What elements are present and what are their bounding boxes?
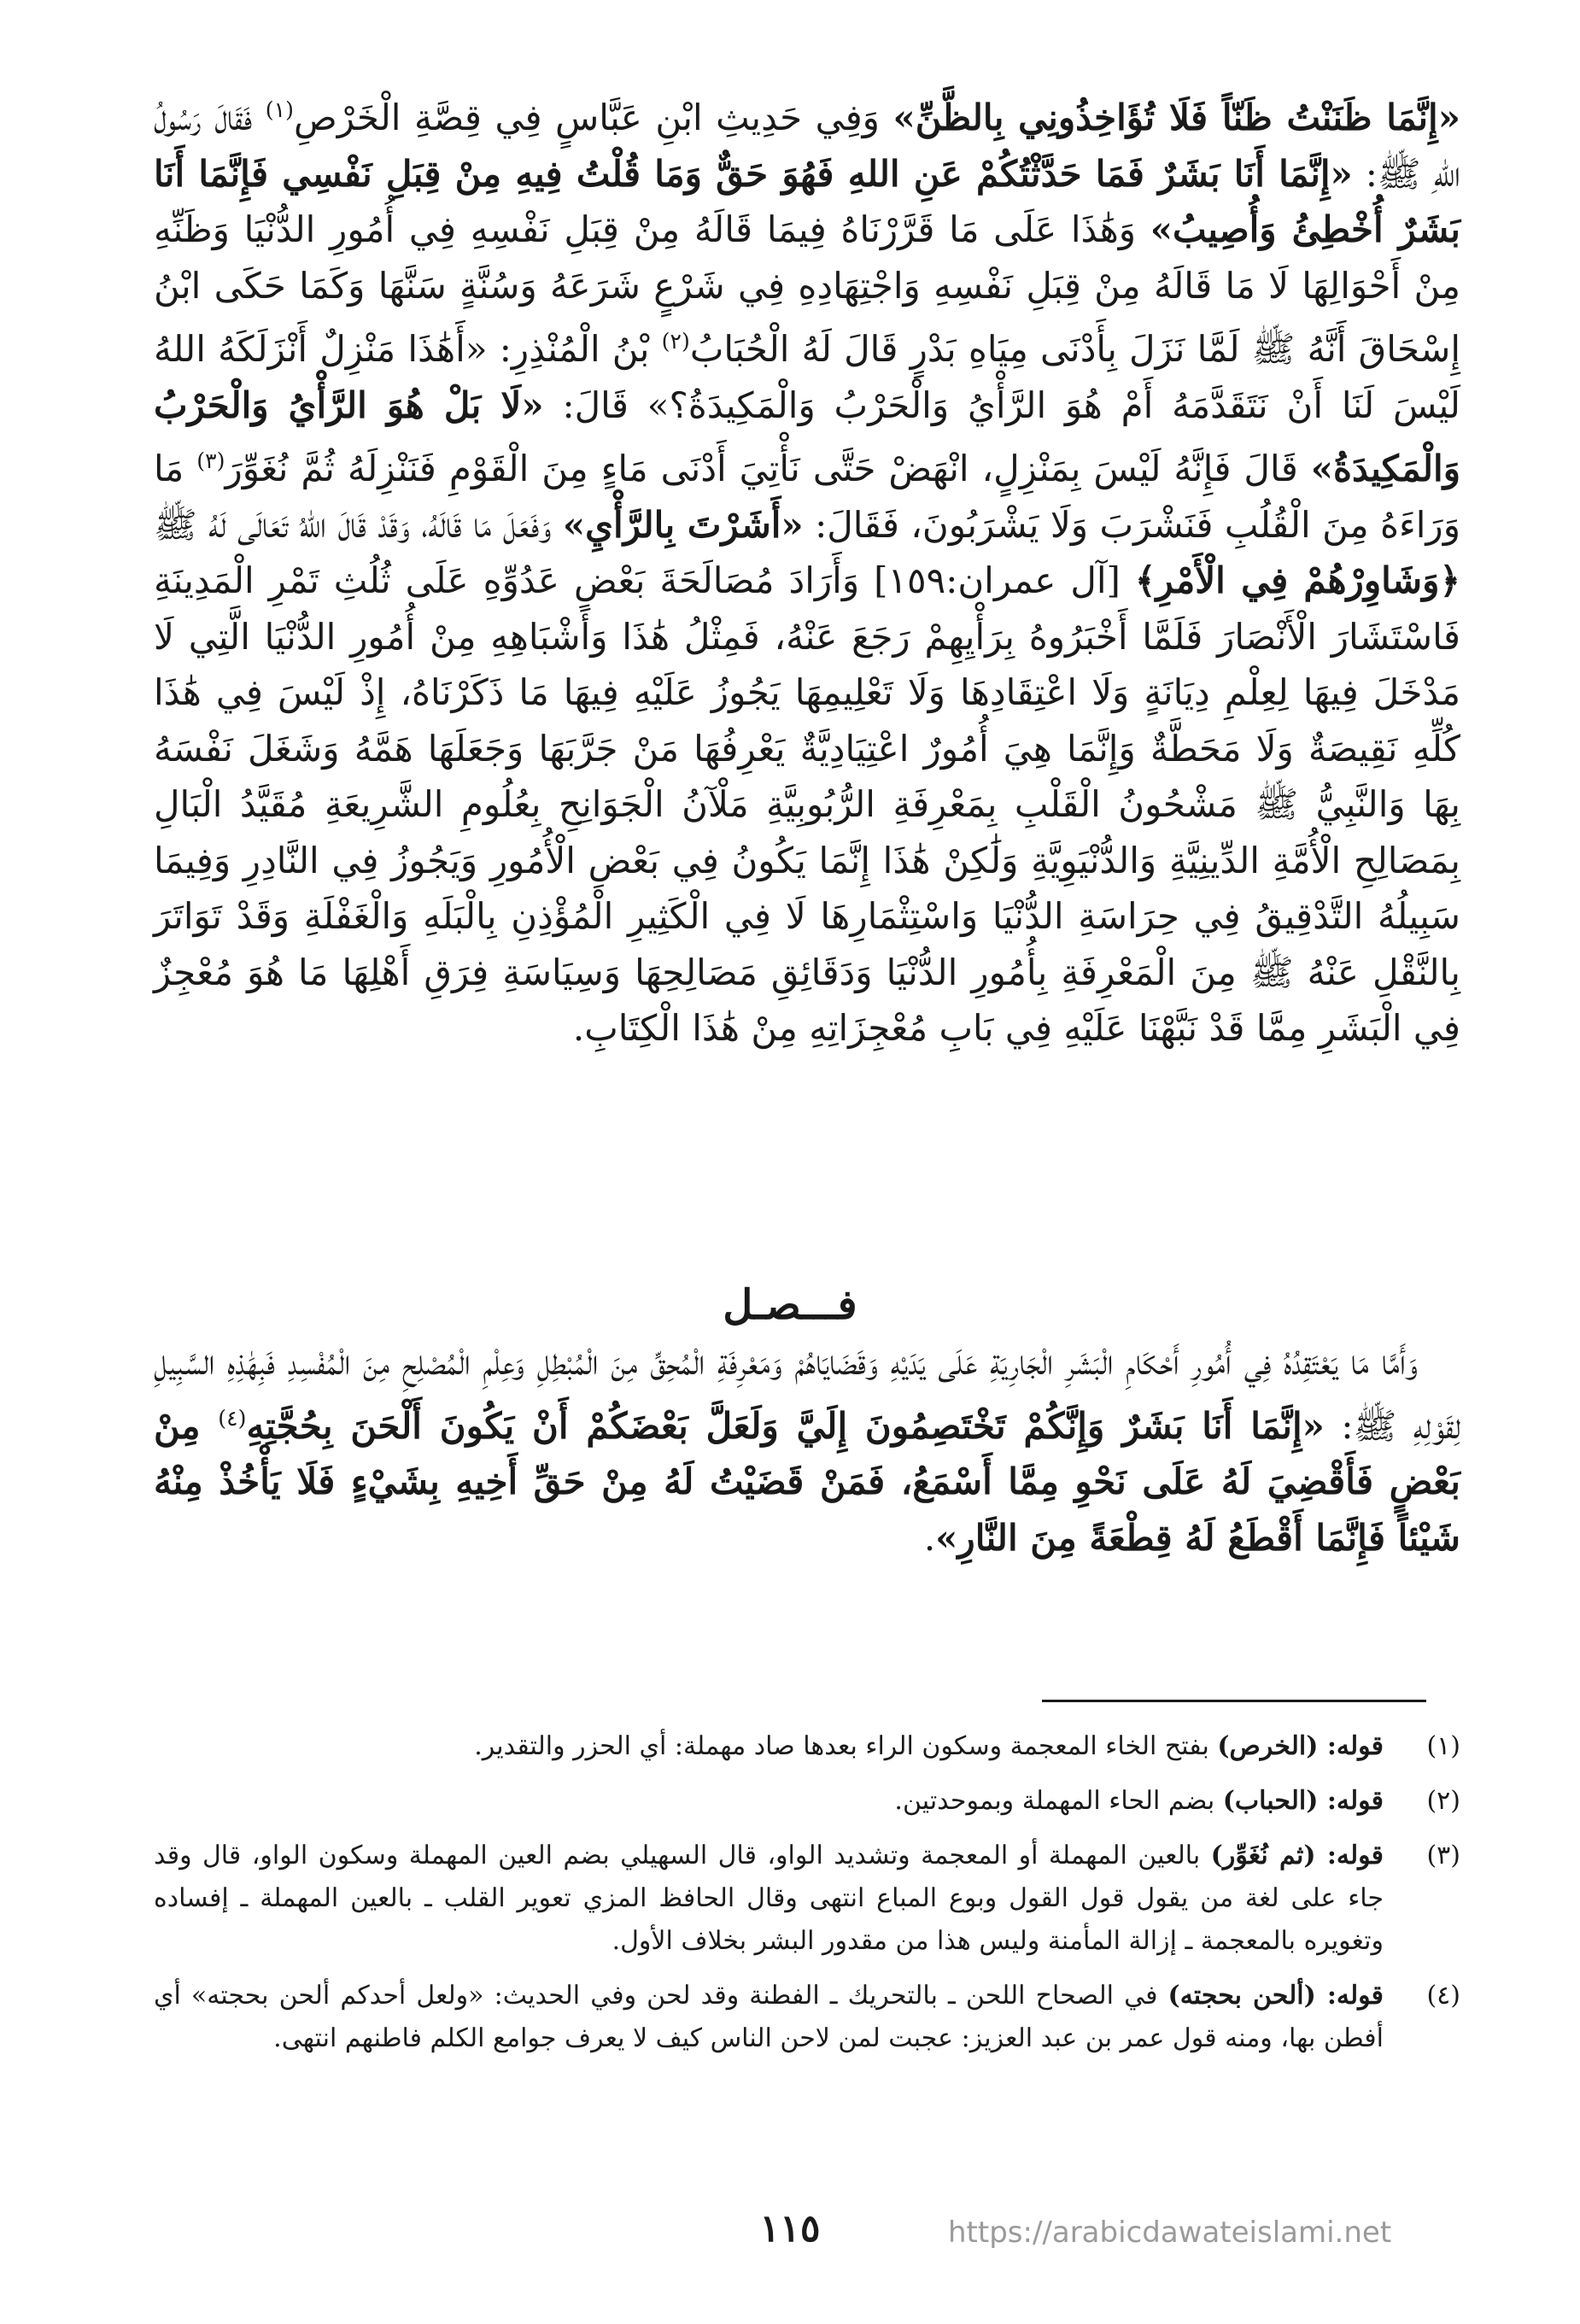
main-text — [154, 82, 1460, 1057]
text-run: وَهَٰذَا عَلَى مَا قَرَّرْنَاهُ فِيمَا قَالَهُ مِنْ قِبَلِ نَفْسِهِ فِي أُمُورِ الدُّنْيَا وَظَنِّهِ مِنْ أَحْوَالِهَا لَا مَا قَالَهُ مِنْ قِبَلِ نَفْسِهِ وَاجْتِهَادِهِ فِي شَرْعٍ شَرَعَهُ وَسُنَّةٍ سَنَّهَا وَكَمَا حَكَى ابْنُ إِسْحَاقَ أَنَّهُ ﷺ لَمَّا نَزَلَ بِأَدْنَى مِيَاهِ بَدْرٍ قَالَ لَهُ الْحُبَابُ — [154, 208, 1460, 370]
hadith-quote: «أَشَرْتَ بِالرَّأْيِ» — [562, 503, 804, 546]
section-heading: فـــصـل — [723, 1281, 857, 1329]
hadith-quote: «إِنَّمَا ظَنَنْتُ ظَنّاً فَلَا تُؤَاخِذُونِي بِالظَّنِّ» — [892, 97, 1460, 138]
footnote-text — [154, 1975, 1384, 2060]
hadith-quote: «إِنَّمَا أَنَا بَشَرٌ فَمَا حَدَّثْتُكُمْ عَنِ اللهِ فَهُوَ حَقٌّ وَمَا قُلْتُ فِيهِ مِنْ قِبَلِ نَفْسِي فَإِنَّمَا أَنَا بَشَرٌ أُخْطِئُ وَأُصِيبُ» — [154, 152, 1460, 250]
hadith-quote: (ألحن بحجته) — [1167, 1981, 1316, 2011]
hadith-quote: قوله: — [1315, 1981, 1384, 2011]
footnote-item — [154, 1780, 1460, 1823]
text-run: مَا وَرَاءَهُ مِنَ الْقُلُبِ فَنَشْرَبَ وَلَا يَشْرَبُونَ، فَقَالَ: — [154, 448, 1460, 546]
text-run: بضم الحاء المهملة وبموحدتين. — [894, 1786, 1223, 1816]
footnotes — [154, 1725, 1460, 2072]
text-run: بالعين المهملة أو المعجمة وتشديد الواو، قال السهيلي بضم العين المهملة وسكون الواو، قال وقد جاء على لغة من يقول قول القول وبوع المباع انتهى وقال الحافظ المزي تعوير القلب ـ بالعين المهملة ـ إفساده وتغويره بالمعجمة ـ إزالة المأمنة وليس هذا من مقدور البشر بخلاف الأول. — [154, 1841, 1384, 1956]
text-run: وَأَمَّا مَا يَعْتَقِدُهُ فِي أُمُورِ أَحْكَامِ الْبَشَرِ الْجَارِيَةِ عَلَى يَدَيْهِ وَقَضَايَاهُمْ وَمَعْرِفَةِ الْمُحِقِّ مِنَ الْمُبْطِلِ وَعِلْمِ الْمُصْلِحِ مِنَ الْمُفْسِدِ فَبِهَٰذِهِ السَّبِيلِ لِقَوْلِهِ ﷺ: — [154, 1341, 1460, 1447]
paragraph-1 — [154, 82, 1460, 1057]
hadith-quote: (الخرص) — [1217, 1731, 1319, 1761]
hadith-quote: قوله: — [1318, 1786, 1384, 1816]
footnote-ref: (٢) — [661, 329, 690, 354]
footnote-item — [154, 1975, 1460, 2060]
paragraph-2 — [154, 1334, 1460, 1566]
footnote-item — [154, 1835, 1460, 1963]
text-run: [آل عمران:١٥٩] وَأَرَادَ مُصَالَحَةَ بَعْضِ عَدُوِّهِ عَلَى ثُلُثِ تَمْرِ الْمَدِينَةِ فَاسْتَشَارَ الْأَنْصَارَ فَلَمَّا أَخْبَرُوهُ بِرَأْيِهِمْ رَجَعَ عَنْهُ، فَمِثْلُ هَٰذَا وَأَشْبَاهِهِ مِنْ أُمُورِ الدُّنْيَا الَّتِي لَا مَدْخَلَ فِيهَا لِعِلْمِ دِيَانَةٍ وَلَا اعْتِقَادِهَا وَلَا تَعْلِيمِهَا يَجُوزُ عَلَيْهِ فِيهَا مَا ذَكَرْنَاهُ، إِذْ لَيْسَ فِي هَٰذَا كُلِّهِ نَقِيصَةٌ وَلَا مَحَطَّةٌ وَإِنَّمَا هِيَ أُمُورٌ اعْتِيَادِيَّةٌ يَعْرِفُهَا مَنْ جَرَّبَهَا وَجَعَلَهَا هَمَّهُ وَشَغَلَ نَفْسَهُ بِهَا وَالنَّبِيُّ ﷺ مَشْحُونُ الْقَلْبِ بِمَعْرِفَةِ الرُّبُوبِيَّةِ مَلْآنُ الْجَوَانِحِ بِعُلُومِ الشَّرِيعَةِ مُقَيَّدُ الْبَالِ بِمَصَالِحِ الْأُمَّةِ الدِّينِيَّةِ وَالدُّنْيَوِيَّةِ وَلَٰكِنْ هَٰذَا إِنَّمَا يَكُونُ فِي بَعْضِ الْأُمُورِ وَيَجُوزُ فِي النَّادِرِ وَفِيمَا سَبِيلُهُ التَّدْقِيقُ فِي حِرَاسَةِ الدُّنْيَا وَاسْتِثْمَارِهَا لَا فِي الْكَثِيرِ الْمُؤْذِنِ بِالْبَلَهِ وَالْغَفْلَةِ وَقَدْ تَوَاتَرَ بِالنَّقْلِ عَنْهُ ﷺ مِنَ الْمَعْرِفَةِ بِأُمُورِ الدُّنْيَا وَدَقَائِقِ مَصَالِحِهَا وَسِيَاسَةِ فِرَقِ أَهْلِهَا مَا هُوَ مُعْجِزٌ فِي الْبَشَرِ مِمَّا قَدْ نَبَّهْنَا عَلَيْهِ فِي بَابِ مُعْجِزَاتِهِ مِنْ هَٰذَا الْكِتَابِ. — [154, 559, 1460, 1049]
footnote-number: (٣) — [1426, 1841, 1460, 1870]
footnote-separator — [1042, 1700, 1426, 1702]
hadith-quote: «إِنَّمَا أَنَا بَشَرٌ وَإِنَّكُمْ تَخْتَصِمُونَ إِلَيَّ وَلَعَلَّ بَعْضَكُمْ أَنْ يَكُونَ أَلْحَنَ بِحُجَّتِهِ — [246, 1404, 1325, 1447]
watermark: https://arabicdawateislami.net — [948, 2216, 1392, 2250]
page-number: ١١٥ — [759, 2207, 821, 2251]
footnote-text — [154, 1780, 1384, 1823]
hadith-quote: «لَا بَلْ هُوَ الرَّأْيُ وَالْحَرْبُ وَالْمَكِيدَةُ» — [154, 383, 1460, 489]
text-run: قَالَ فَإِنَّهُ لَيْسَ بِمَنْزِلٍ، انْهَضْ حَتَّى نَأْتِيَ أَدْنَى مَاءٍ مِنَ الْقَوْمِ فَنَنْزِلَهُ ثُمَّ نُغَوِّرَ — [225, 448, 1311, 489]
footnote-ref: (٤) — [218, 1405, 247, 1431]
text-run: في الصحاح اللحن ـ بالتحريك ـ الفطنة وقد لحن وفي الحديث: «ولعل أحدكم ألحن بحجته» أي أفطن بها، ومنه قول عمر بن عبد العزيز: عجبت لمن لاحن الناس كيف لا يعرف جوامع الكلم فاطنهم انتهى. — [154, 1981, 1384, 2053]
text-run: بفتح الخاء المعجمة وسكون الراء بعدها صاد مهملة: أي الحزر والتقدير. — [474, 1731, 1218, 1761]
text-run: بْنُ الْمُنْذِرِ: «أَهَٰذَا مَنْزِلٌ أَنْزَلَكَهُ اللهُ لَيْسَ لَنَا أَنْ نَتَقَدَّمَهُ أَمْ هُوَ الرَّأْيُ وَالْحَرْبُ وَالْمَكِيدَةُ؟» قَالَ: — [154, 328, 1460, 426]
footnote-number: (٢) — [1426, 1786, 1460, 1816]
main-text-2 — [154, 1334, 1460, 1566]
hadith-quote: قوله: — [1315, 1841, 1384, 1870]
footnote-ref: (١) — [265, 97, 294, 122]
hadith-quote: (ثم نُغَوِّر) — [1210, 1841, 1316, 1870]
text-run: وَفَعَلَ مَا قَالَهُ، وَقَدْ قَالَ اللهُ تَعَالَى لَهُ ﷺ — [154, 503, 563, 546]
text-run: فَقَالَ رَسُولُ اللهِ ﷺ: — [154, 97, 1460, 195]
footnote-number: (٤) — [1426, 1981, 1460, 2011]
hadith-quote: قوله: — [1318, 1731, 1384, 1761]
text-run: . — [923, 1516, 936, 1559]
hadith-quote: (الحباب) — [1222, 1786, 1319, 1816]
text-run: وَفِي حَدِيثِ ابْنِ عَبَّاسٍ فِي قِصَّةِ الْخَرْصِ — [293, 97, 893, 138]
footnote-ref: (٣) — [196, 448, 225, 473]
footnote-text — [154, 1725, 1384, 1768]
footnote-number: (١) — [1426, 1731, 1460, 1761]
footnote-text — [154, 1835, 1384, 1963]
hadith-quote: ﴿وَشَاوِرْهُمْ فِي الْأَمْرِ﴾ — [1134, 559, 1460, 601]
footnote-item — [154, 1725, 1460, 1768]
hadith-quote: مِنْ بَعْضٍ فَأَقْضِيَ لَهُ عَلَى نَحْوِ مِمَّا أَسْمَعُ، فَمَنْ قَضَيْتُ لَهُ مِنْ حَقِّ أَخِيهِ بِشَيْءٍ فَلَا يَأْخُذْ مِنْهُ شَيْئاً فَإِنَّمَا أَقْطَعُ لَهُ قِطْعَةً مِنَ النَّارِ» — [154, 1404, 1460, 1559]
